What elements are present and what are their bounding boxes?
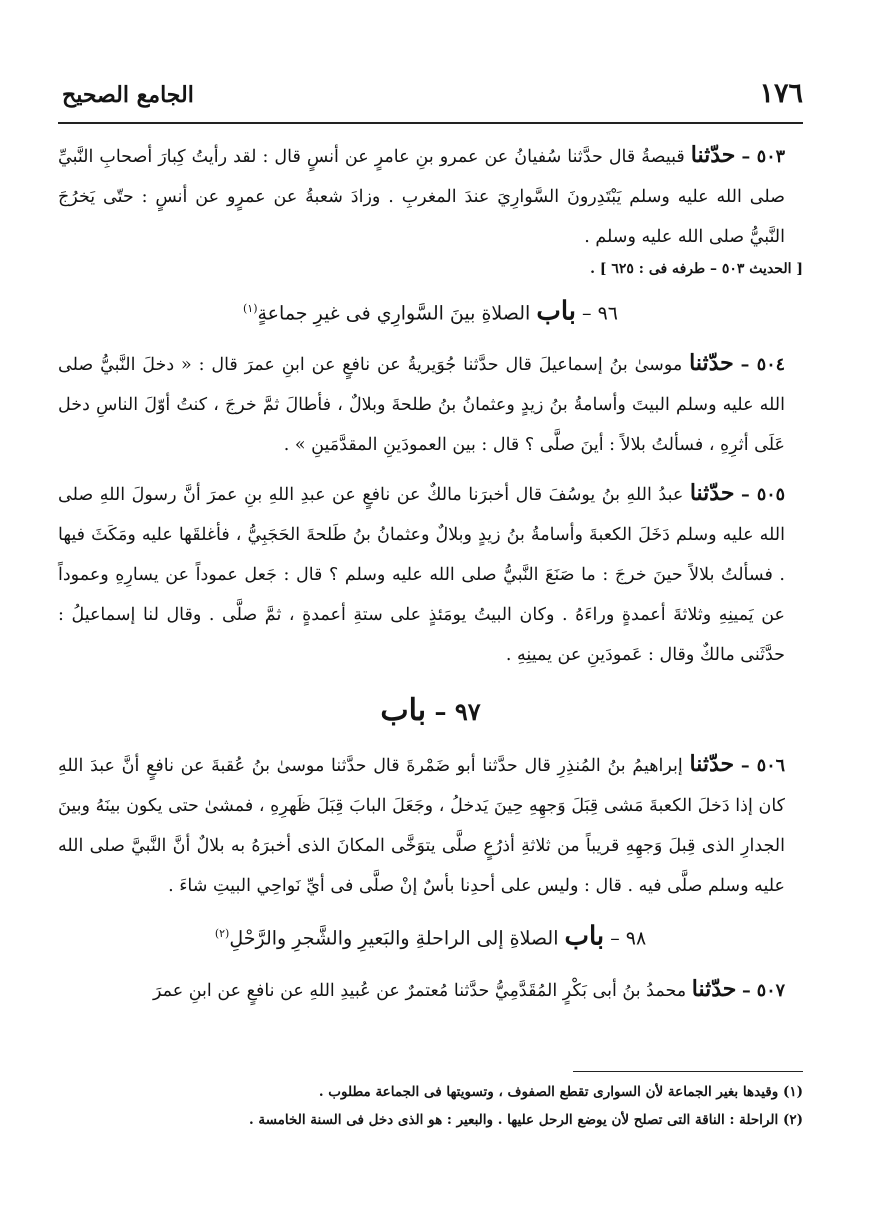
hadith-keyword: حدّثنا: [689, 480, 735, 507]
hadith-number: ٥٠٤ –: [740, 355, 785, 376]
footnote-1: (١) وقيدها بغير الجماعة لأن السوارى تقطع الصفوف ، وتسويتها فى الجماعة مطلوب .: [318, 1084, 803, 1100]
hadith-504: [58, 343, 803, 465]
footnote-mark: (١): [242, 302, 258, 315]
chapter-number: ٩٨ –: [610, 927, 647, 950]
header-rule: [58, 122, 803, 124]
book-page: [58, 78, 803, 1178]
hadith-number: ٥٠٣ –: [741, 147, 785, 167]
chapter-number: ٩٦ –: [582, 302, 618, 325]
book-title: الجامع الصحيح: [62, 82, 194, 108]
hadith-number: ٥٠٦ –: [740, 756, 785, 777]
chapter-98-heading: [58, 908, 803, 964]
hadith-507: [58, 969, 803, 1011]
footnote-2: (٢) الراحلة : الناقة التى تصلح لأن يوضع الرحل عليها . والبعير : هو الذى دخل فى السنة الخامسة .: [248, 1112, 803, 1128]
chapter-bab: باب: [564, 921, 605, 952]
chapter-bab: باب: [380, 693, 427, 729]
hadith-keyword: حدّثنا: [689, 751, 735, 778]
hadith-text: عبدُ اللهِ بنُ يوسُفَ قال أخبرَنا مالكٌ عن نافعٍ عن عبدِ اللهِ بنِ عمرَ أنَّ رسولَ اللهِ صلى الله عليه وسلم دَخَلَ الكعبةَ وأسامةُ بنُ زيدٍ وبلالٌ وعثمانُ بنُ طَلحةَ الحَجَبِيُّ ، فأغلقَها عليه ومَكَثَ فيها . فسألتُ بلالاً حينَ خرجَ : ما صَنَعَ النَّبيُّ صلى الله عليه وسلم ؟ قال : جَعل عموداً عن يسارِهِ وعموداً عن يَمينِهِ وثلاثةَ أعمدةٍ وراءَهُ . وكان البيتُ يومَئذٍ على ستةِ أعمدةٍ ، ثمَّ صلَّى . وقال لنا إسماعيلُ : حدَّثَنى مالكٌ وقال : عَمودَينِ عن يمينِهِ .: [58, 485, 785, 666]
chapter-97-heading: [58, 681, 803, 742]
footnotes: [58, 1071, 803, 1134]
hadith-keyword: حدّثنا: [689, 350, 734, 377]
chapter-bab: باب: [536, 296, 576, 327]
hadith-text: إبراهيمُ بنُ المُنذِرِ قال حدَّثنا أبو ضَمْرةَ قال حدَّثنا موسىٰ بنُ عُقبةَ عن نافعٍ أنَّ عبدَ اللهِ كان إذا دَخلَ الكعبةَ مَشى قِبَلَ وَجهِهِ حِينَ يَدخلُ ، وجَعَلَ البابَ قِبَلَ ظَهرِهِ ، فمشىٰ حتى يكون بينَهُ وبينَ الجدارِ الذى قِبلَ وَجهِهِ قريباً من ثلاثةِ أذرُعٍ صلَّى يتوَخَّى المكانَ الذى أخبرَهُ به بلالٌ أنَّ النَّبيَّ صلى الله عليه وسلم صلَّى فيه . قال : وليس على أحدِنا بأسٌ إنْ صلَّى فى أيِّ نَواحِي البيتِ شاءَ .: [58, 756, 785, 897]
hadith-number: ٥٠٧ –: [741, 980, 785, 1001]
hadith-keyword: حدّثنا: [690, 142, 736, 168]
chapter-title: الصلاةِ بينَ السَّوارِي فى غيرِ جماعةٍ: [257, 302, 531, 325]
footnote-rule: [573, 1071, 803, 1072]
hadith-503: [58, 135, 803, 257]
chapter-96-heading: [58, 283, 803, 339]
hadith-text: محمدُ بنُ أبى بَكْرٍ المُقَدَّمِيُّ حدَّثنا مُعتمرٌ عن عُبيدِ اللهِ عن نافعٍ عن ابنِ عمرَ: [152, 980, 687, 1001]
hadith-506: [58, 744, 803, 906]
hadith-505: [58, 473, 803, 675]
hadith-number: ٥٠٥ –: [741, 485, 786, 506]
footnote-mark: (٢): [214, 927, 230, 941]
chapter-title: الصلاةِ إلى الراحلةِ والبَعيرِ والشَّجرِ والرَّحْلِ: [229, 927, 559, 950]
page-body: [58, 135, 803, 1011]
hadith-503-reference: [ الحديث ٥٠٣ – طرفه فى : ٦٢٥ ] .: [590, 261, 803, 277]
hadith-keyword: حدّثنا: [691, 975, 737, 1002]
page-number: ١٧٦: [759, 78, 803, 109]
hadith-text: قبيصةُ قال حدَّثنا سُفيانُ عن عمرو بنِ عامرٍ عن أنسٍ قال : لقد رأيتُ كِبارَ أصحابِ النَّبيِّ صلى الله عليه وسلم يَبْتَدِرونَ السَّوارِيَ عندَ المغربِ . وزادَ شعبةُ عن عمرٍو عن أنسٍ : حتّى يَخرُجَ النَّبيُّ صلى الله عليه وسلم .: [58, 147, 785, 247]
running-head: [58, 78, 803, 120]
hadith-text: موسىٰ بنُ إسماعيلَ قال حدَّثنا جُوَيريةُ عن نافعٍ عن ابنِ عمرَ قال : « دخلَ النَّبيُّ صلى الله عليه وسلم البيتَ وأسامةُ بنُ زيدٍ وعثمانُ بنُ طلحةَ وبلالٌ ، فأطالَ ثمَّ خرجَ ، كنتُ أوّلَ الناسِ دخل عَلَى أثرِهِ ، فسألتُ بلالاً : أينَ صلَّى ؟ قال : بين العمودَينِ المقدَّمَينِ » .: [58, 355, 785, 456]
chapter-number: ٩٧ –: [434, 697, 481, 727]
